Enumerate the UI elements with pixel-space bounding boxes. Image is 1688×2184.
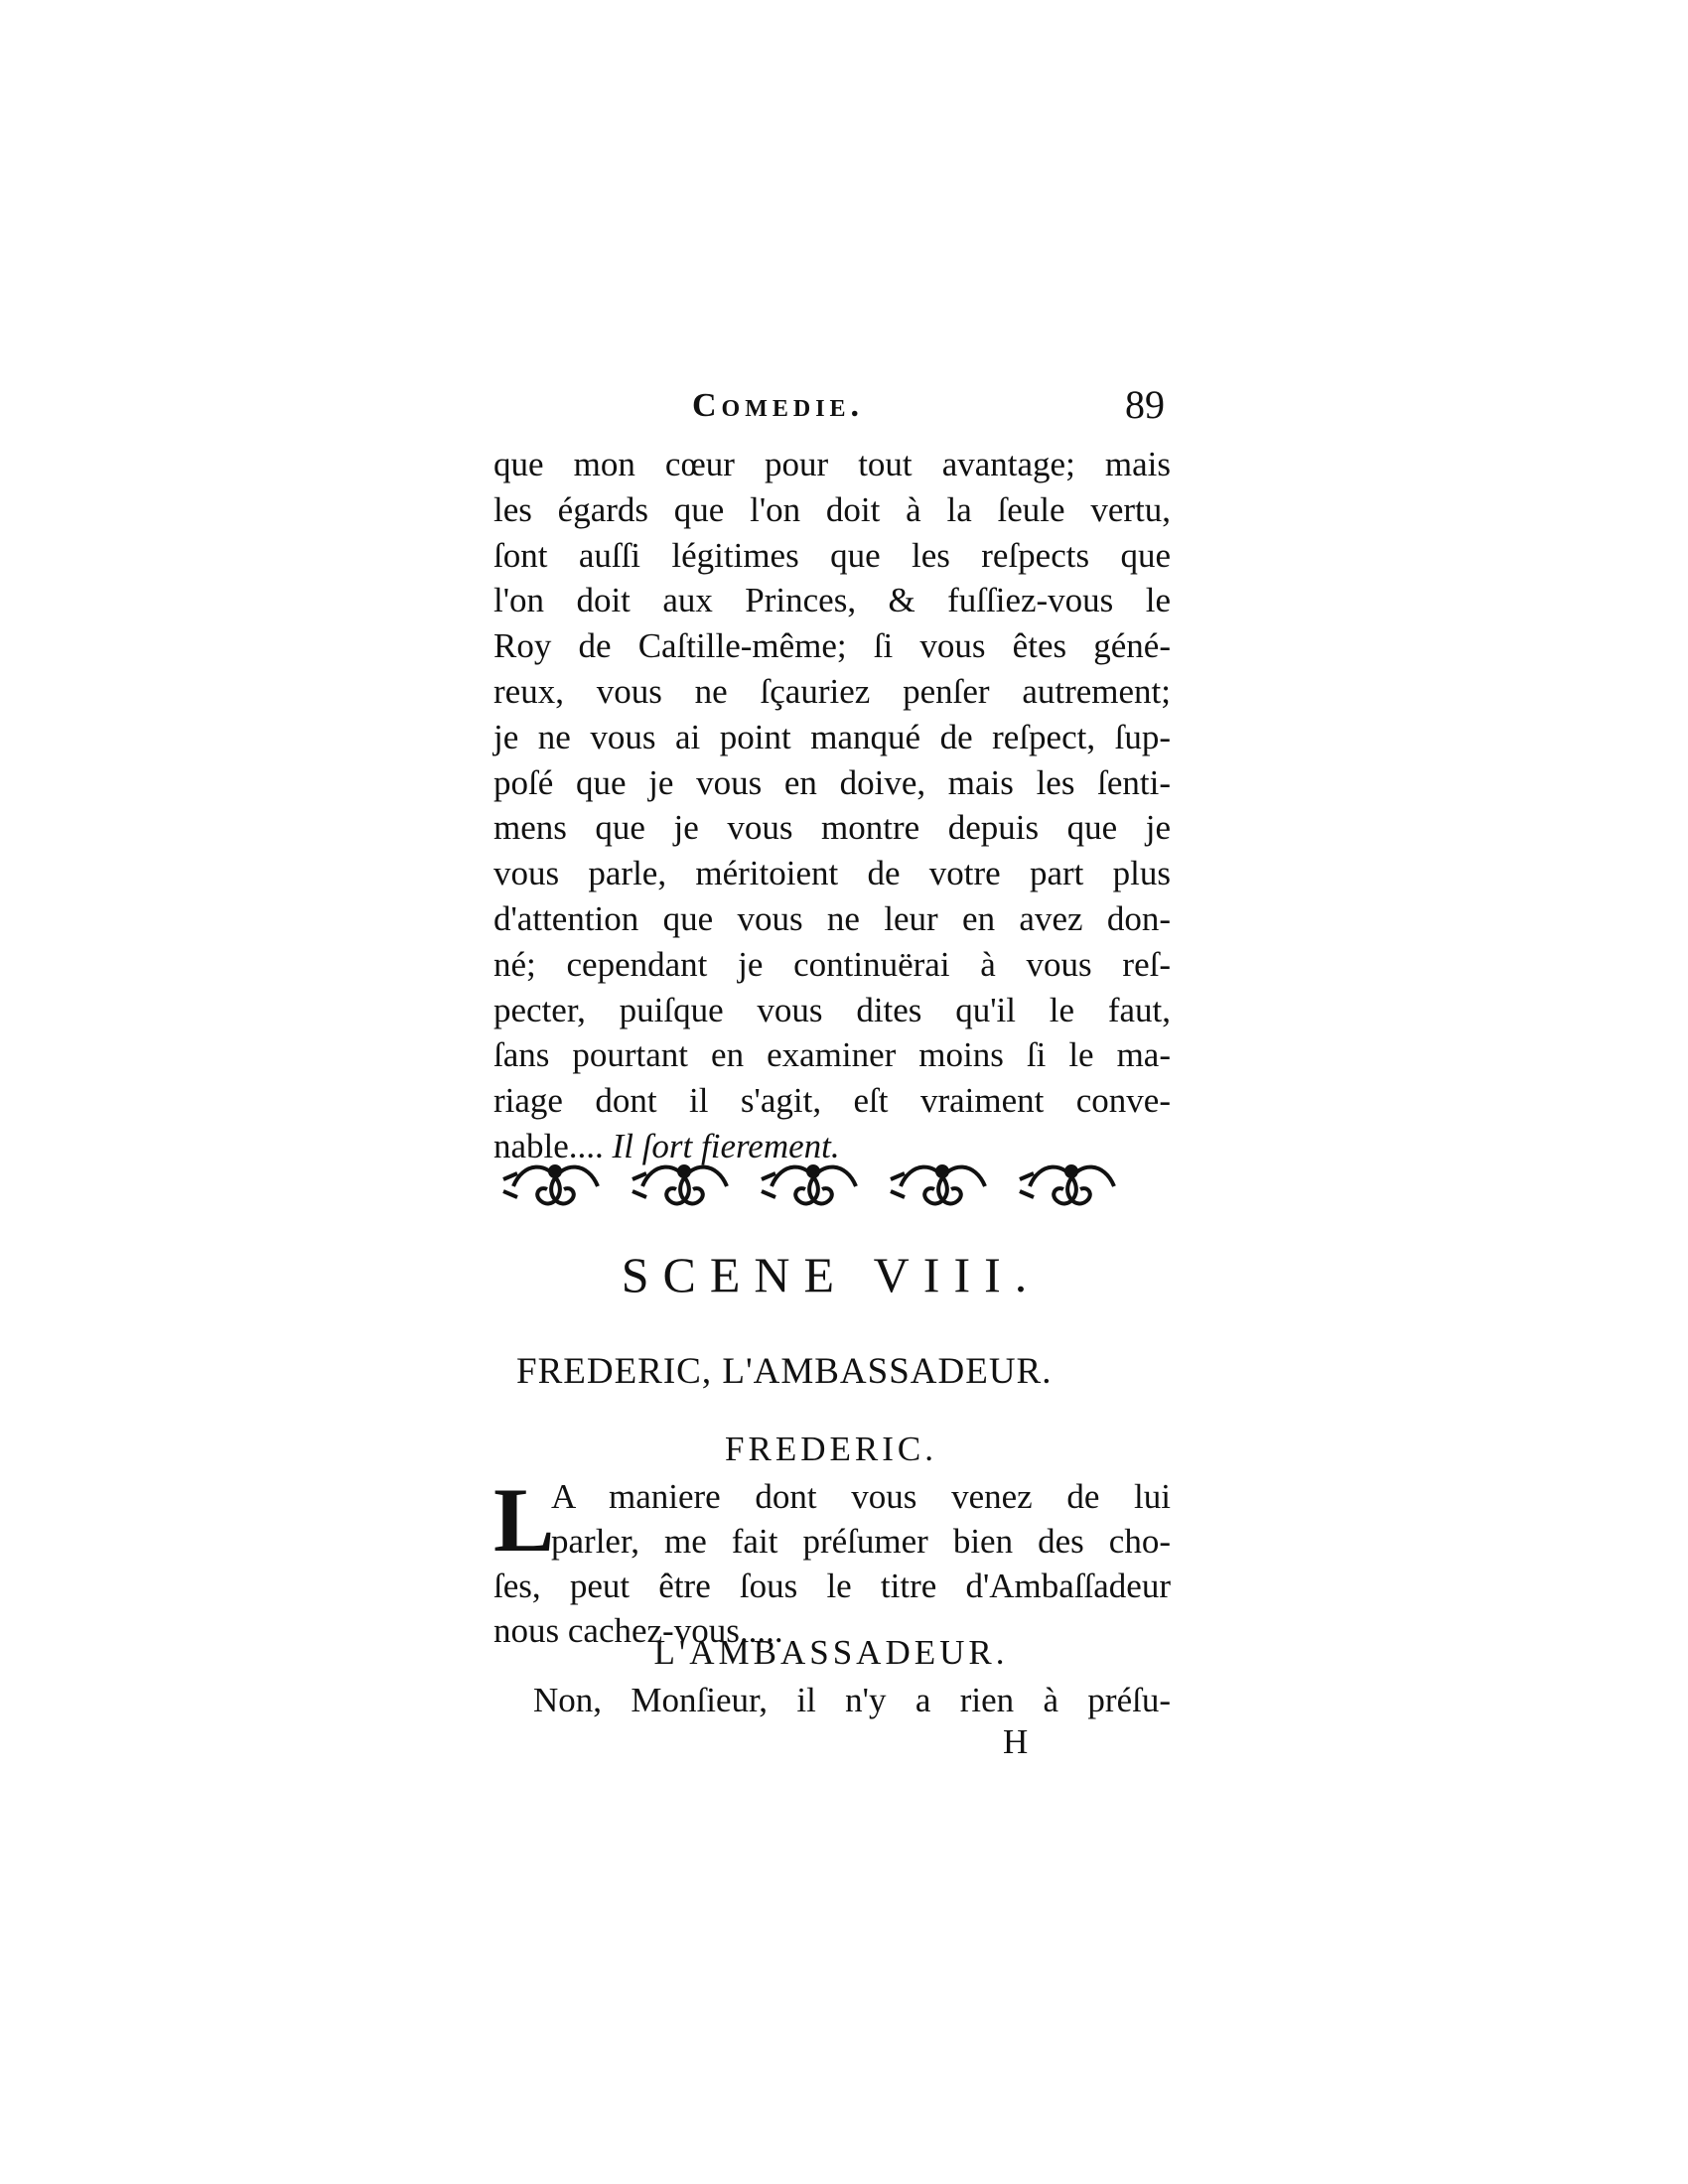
text-line: riage dont il s'agit, eſt vraiment conve- <box>493 1081 1171 1121</box>
text-line: vous parle, méritoient de votre part plus <box>493 854 1171 893</box>
ornament-motif <box>633 1166 727 1203</box>
text-line: ſont auſſi légitimes que les reſpects que <box>493 535 1171 575</box>
ornament-motif <box>503 1166 598 1203</box>
text-line: les égards que l'on doit à la ſeule vertu, <box>493 489 1171 529</box>
speech-line: parler, me fait préſumer bien des cho- <box>551 1522 1171 1561</box>
page-number: 89 <box>1125 382 1165 427</box>
ornament-motif <box>1020 1166 1114 1203</box>
text-line: pecter, puiſque vous dites qu'il le faut, <box>493 990 1171 1029</box>
speech-block <box>493 1469 1171 1653</box>
speech-line: A maniere dont vous venez de lui <box>551 1477 1171 1516</box>
text-line: je ne vous ai point manqué de reſpect, ſup- <box>493 717 1171 756</box>
text-line: ſans pourtant en examiner moins ſi le ma- <box>493 1035 1171 1075</box>
speaker-name: L'AMBASSADEUR. <box>653 1633 1009 1672</box>
text-line: d'attention que vous ne leur en avez don- <box>493 898 1171 938</box>
drop-cap: L <box>493 1469 555 1570</box>
stage-direction: Il ſort fierement. <box>612 1126 840 1165</box>
speech-line: nous cachez-vous..... <box>493 1611 783 1650</box>
text-line: Roy de Caſtille-même; ſi vous êtes géné- <box>493 626 1171 666</box>
speech-block <box>493 1678 1171 1722</box>
text-line: l'on doit aux Princes, & fuſſiez-vous le <box>493 581 1171 620</box>
speaker-name: FREDERIC. <box>725 1430 937 1468</box>
last-line-text: nable.... <box>493 1126 604 1165</box>
running-title: Comedie. <box>692 387 865 424</box>
scene-title: SCENE VIII. <box>621 1247 1042 1302</box>
speech-line: ſes, peut être ſous le titre d'Ambaſſadeur <box>493 1567 1171 1605</box>
scene-characters: FREDERIC, L'AMBASSADEUR. <box>516 1351 1053 1392</box>
text-line: que mon cœur pour tout avantage; mais <box>493 445 1171 483</box>
body-paragraph <box>493 442 1171 1169</box>
text-line: reux, vous ne ſçauriez penſer autrement; <box>493 671 1171 711</box>
text-line: né; cependant je continuërai à vous reſ- <box>493 944 1171 984</box>
text-line: mens que je vous montre depuis que je <box>493 808 1171 848</box>
text-line: poſé que je vous en doive, mais les ſenti- <box>493 762 1171 802</box>
ornament-motif <box>891 1166 985 1203</box>
catchword: H <box>1003 1722 1029 1761</box>
page-header <box>493 382 1169 437</box>
ornament-motif <box>762 1166 856 1203</box>
ornament-band-icon <box>493 1152 1169 1221</box>
speech-line: Non, Monſieur, il n'y a rien à préſu- <box>533 1681 1171 1719</box>
